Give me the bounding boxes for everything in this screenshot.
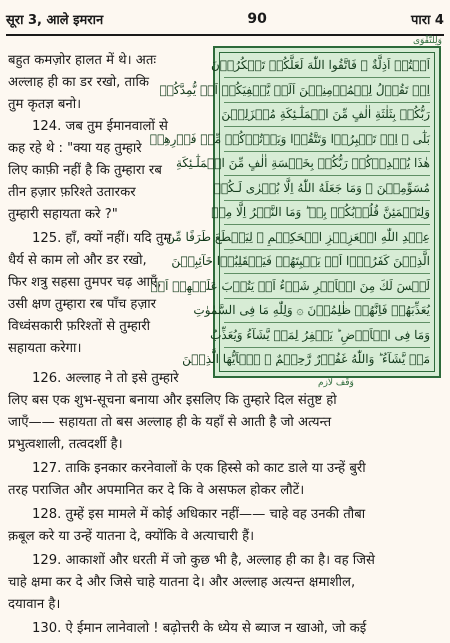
text-line: 127. ताकि इनकार करनेवालों के एक हिस्से को काट डाले या उन्हें बुरी	[32, 461, 366, 476]
text-line: कह रहे थे : "क्या यह तुम्हारे	[8, 141, 142, 156]
arabic-top-mark: وَلِلتَّقْوَى	[412, 36, 442, 46]
text-line: लिए काफ़ी नहीं है कि तुम्हारा रब	[8, 163, 162, 178]
text-line: लिए बस एक शुभ-सूचना बनाया और इसलिए कि तुम्हारे दिल संतुष्ट हो	[8, 393, 337, 408]
text-line: 129. आकाशों और धरती में जो कुछ भी है, अल्लाह ही का है। वह जिसे	[32, 553, 375, 568]
arabic-line: الَّذِيۡنَ كَفَرُوۡۤا اَوۡ يَكۡبِتَهُمۡ فَيَنۡقَلِبُوۡا خَآئِبِيۡنَ	[224, 249, 430, 274]
text-line: धैर्य से काम लो और डर रखो,	[8, 253, 147, 268]
text-line: उसी क्षण तुम्हारा रब पाँच हज़ार	[8, 297, 157, 312]
arabic-line: لَيۡسَ لَكَ مِنَ الۡاَمۡرِ شَىۡءٌ اَوۡ يَتُوۡبَ عَلَيۡهِمۡ اَوۡ	[224, 274, 430, 299]
text-line: तीन हज़ार फ़रिश्ते उतारकर	[8, 185, 136, 200]
text-line: प्रभुत्वशाली, तत्वदर्शी है।	[8, 437, 123, 452]
text-line: फिर शत्रु सहसा तुमपर चढ़ आएँ,	[8, 275, 162, 290]
text-line: अल्लाह ही का डर रखो, ताकि	[8, 75, 150, 90]
text-line: 130. ऐ ईमान लानेवालो ! बढ़ोत्तरी के ध्येय से ब्याज न खाओ, जो कई	[32, 621, 367, 636]
arabic-line: رَبُّكُمۡ بِثَلٰثَةِ اٰلٰفٍ مِّنَ الۡمَلٰٓـئِكَةِ مُنۡزَلِيۡنَ	[224, 102, 430, 127]
text-line: जाएँ—— सहायता तो बस अल्लाह ही के यहाँ से आती है जो अत्यन्त	[8, 415, 332, 430]
text-line: सहायता करेगा।	[8, 341, 82, 356]
arabic-panel-frame	[149, 52, 435, 372]
arabic-line: يُعَذِّبَهُمۡ فَاِنَّهُمۡ ظٰلِمُوۡنَ ۞ وَلِلّٰهِ مَا فِى السَّمٰوٰتِ	[224, 298, 430, 323]
text-line: 125. हाँ, क्यों नहीं। यदि तुम	[32, 231, 172, 246]
arabic-line: مُسَوِّمِيۡنَ ۞ وَمَا جَعَلَهُ اللّٰهُ اِلَّا بُشۡرٰى لَـكُمۡ	[224, 176, 430, 201]
page-number: 90	[247, 11, 267, 27]
para-label: पारा 4	[410, 13, 444, 28]
text-line: तुम कृतज्ञ बनो।	[8, 97, 82, 112]
arabic-line: اِذۡ تَقُوۡلُ لِلۡمُؤۡمِنِيۡنَ اَلَنۡ يَّكۡفِيَكُمۡ اَنۡ يُّمِدَّكُمۡ	[224, 78, 430, 103]
text-line: क़बूल करे या उन्हें यातना दे, क्योंकि वे अत्याचारी हैं।	[8, 529, 255, 544]
arabic-verses-panel	[149, 46, 441, 378]
arabic-line: بَلٰٓى ۙ اِنۡ تَصۡبِرُوۡا وَتَتَّقُوۡا وَيَاۡتُوۡكُمۡ مِّنۡ فَوۡرِهِمۡ	[224, 127, 430, 152]
text-line: विध्वंसकारी फ़रिश्तों से तुम्हारी	[8, 319, 151, 334]
text-line: बहुत कमज़ोर हालत में थे। अतः	[8, 53, 157, 68]
text-line: 126. अल्लाह ने तो इसे तुम्हारे	[32, 371, 179, 386]
text-line: 128. तुम्हें इस मामले में कोई अधिकार नहीं—— चाहे वह उनकी तौबा	[32, 507, 366, 522]
arabic-line: وَمَا فِى الۡاَرۡضِ ؕ يَغۡفِرُ لِمَنۡ يَّشَآءُ وَيُعَذِّبُ	[224, 323, 430, 348]
arabic-line: مَنۡ يَّشَآءُ ؕ وَاللّٰهُ غَفُوۡرٌ رَّحِيۡمٌ ۞ يٰۤاَيُّهَا الَّذِيۡنَ	[182, 352, 430, 366]
text-line: दयावान है।	[8, 597, 61, 612]
arabic-line: هٰذَا يُمۡدِدۡكُمۡ رَبُّكُمۡ بِخَمۡسَةِ اٰلٰفٍ مِّنَ الۡمَلٰٓـئِكَةِ	[224, 151, 430, 176]
text-line: तरह पराजित और अपमानित कर दे कि वे असफल होकर लौटें।	[8, 483, 305, 498]
text-line: तुम्हारी सहायता करे ?"	[8, 207, 118, 222]
arabic-line: وَلِتَطۡمَئِنَّ قُلُوۡبُكُمۡ بِهٖ ؕ وَمَا النَّصۡرُ اِلَّا مِنۡ	[224, 200, 430, 225]
arabic-line: عِنۡدِ اللّٰهِ الۡعَزِيۡزِ الۡحَكِيۡمِ ۙ لِيَقۡطَعَ طَرَفًا مِّنَ	[224, 225, 430, 250]
text-line: 124. जब तुम ईमानवालों से	[32, 119, 168, 134]
page-header	[6, 4, 444, 34]
arabic-line: اَنۡتُمۡ اَذِلَّةٌ ۚ فَاتَّقُوا اللّٰهَ لَعَلَّكُمۡ تَشۡكُرُوۡنَ	[224, 53, 430, 78]
header-divider	[6, 34, 444, 36]
text-line: चाहे क्षमा कर दे और जिसे चाहे यातना दे। और अल्लाह अत्यन्त क्षमाशील,	[8, 575, 356, 590]
arabic-bottom-mark: وَقْف لازم	[318, 378, 354, 388]
surah-title: सूरा 3, आले इमरान	[6, 13, 104, 28]
